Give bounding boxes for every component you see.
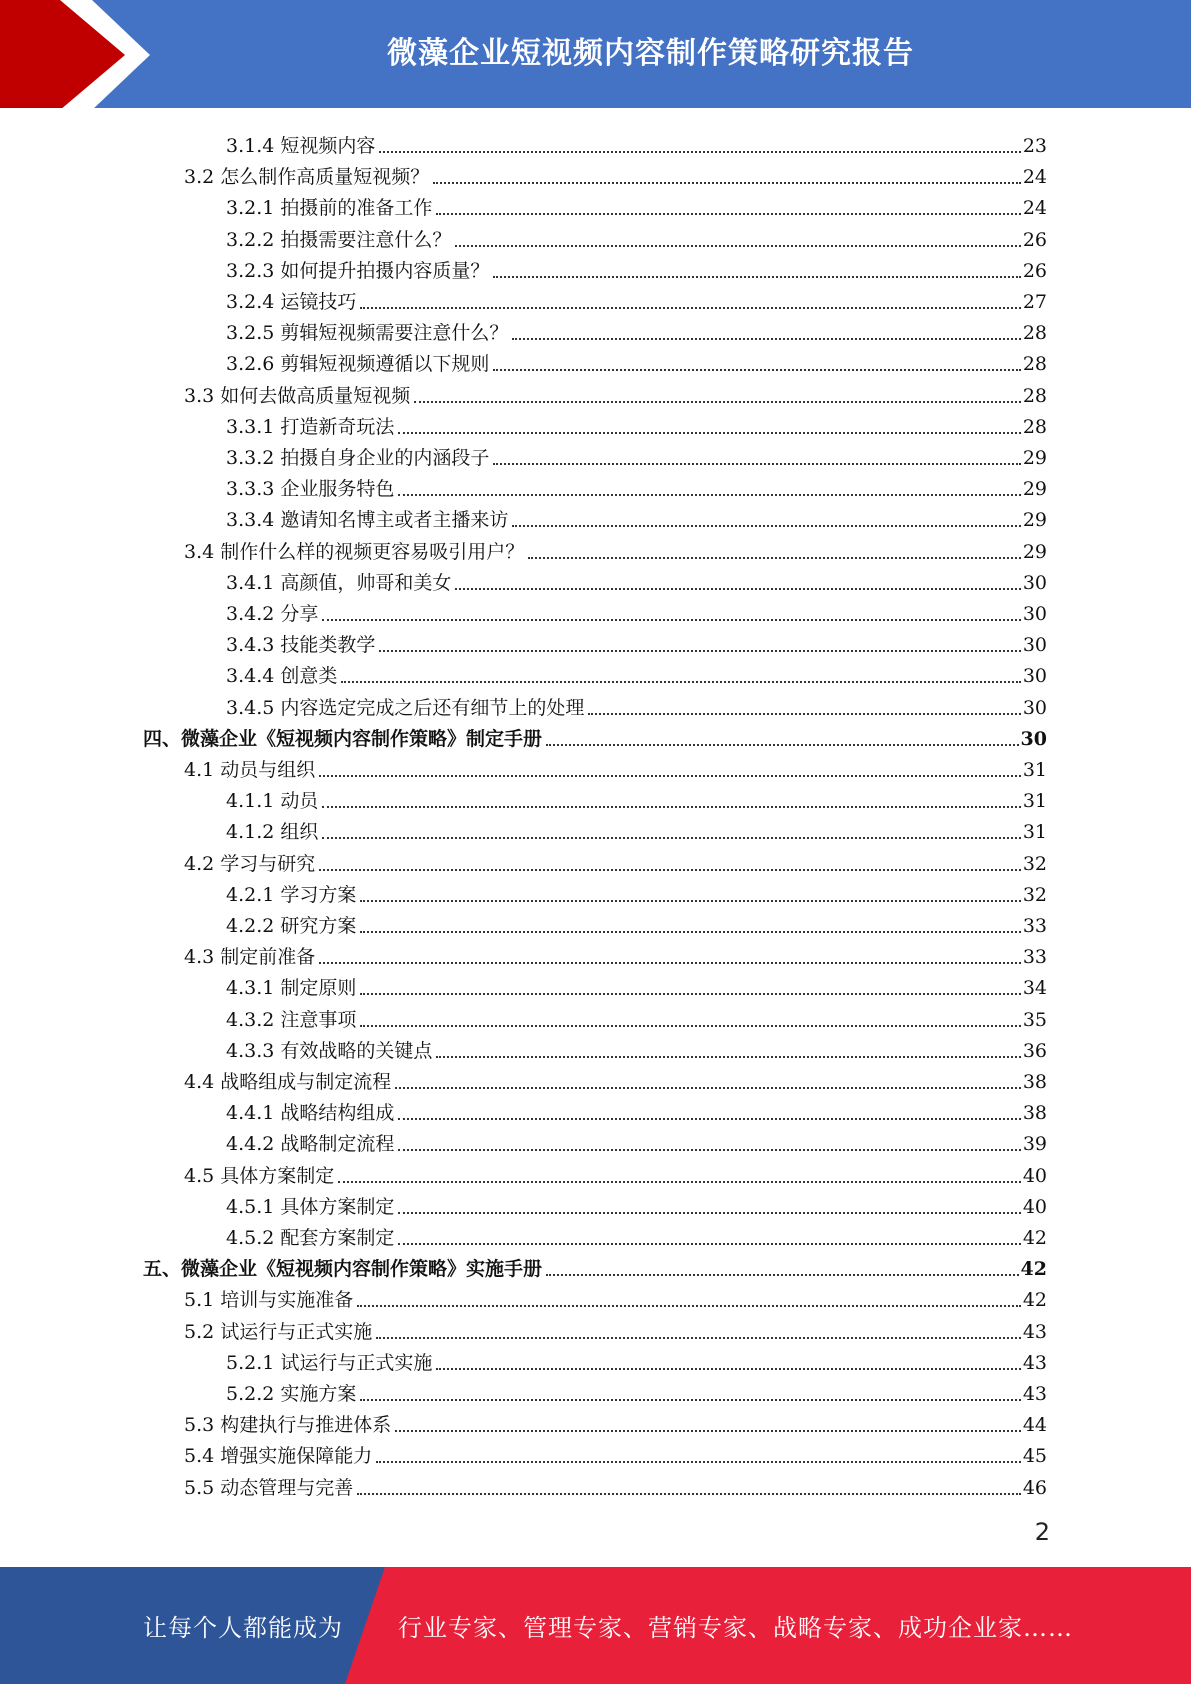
toc-entry-label: 4.2.1 学习方案	[226, 883, 357, 906]
toc-entry-label: 3.2.2 拍摄需要注意什么？	[226, 228, 452, 251]
toc-dot-leader	[493, 368, 1020, 371]
toc-entry-label: 五、微藻企业《短视频内容制作策略》实施手册	[143, 1258, 543, 1281]
toc-dot-leader	[436, 1055, 1020, 1058]
toc-entry-label: 3.3.3 企业服务特色	[226, 478, 395, 501]
toc-entry-label: 3.2 怎么制作高质量短视频？	[184, 166, 430, 189]
toc-dot-leader	[379, 649, 1020, 652]
toc-entry-page: 28	[1022, 322, 1047, 345]
toc-entry[interactable]	[184, 1157, 1047, 1188]
toc-entry[interactable]	[226, 689, 1047, 720]
toc-dot-leader	[360, 306, 1020, 309]
toc-dot-leader	[398, 1148, 1020, 1151]
toc-entry-page: 30	[1022, 696, 1047, 719]
toc-entry-page: 33	[1022, 915, 1047, 937]
toc-dot-leader	[338, 1180, 1021, 1183]
toc-dot-leader	[436, 212, 1020, 215]
toc-entry-page: 23	[1022, 135, 1047, 157]
toc-entry-label: 3.4.3 技能类教学	[226, 634, 376, 657]
toc-entry-page: 35	[1022, 1008, 1047, 1031]
toc-entry[interactable]	[226, 439, 1047, 470]
toc-entry-page: 24	[1022, 166, 1047, 189]
toc-entry-label: 4.2.2 研究方案	[226, 915, 357, 937]
toc-dot-leader	[319, 868, 1021, 871]
toc-entry-label: 3.3 如何去做高质量短视频	[184, 384, 411, 407]
toc-entry-page: 30	[1022, 634, 1047, 657]
toc-entry-page: 29	[1022, 478, 1047, 501]
toc-entry-page: 38	[1022, 1071, 1047, 1093]
toc-entry-label: 3.4.5 内容选定完成之后还有细节上的处理	[226, 696, 585, 719]
toc-entry-label: 4.3.2 注意事项	[226, 1008, 357, 1031]
toc-entry-label: 3.4.2 分享	[226, 603, 319, 625]
toc-entry-page: 32	[1022, 883, 1047, 906]
toc-dot-leader	[398, 431, 1020, 434]
toc-entry-label: 4.4 战略组成与制定流程	[184, 1071, 392, 1093]
toc-entry-page: 44	[1022, 1414, 1047, 1437]
toc-entry-label: 3.2.1 拍摄前的准备工作	[226, 197, 433, 220]
toc-dot-leader	[436, 1367, 1020, 1370]
toc-entry-label: 4.4.1 战略结构组成	[226, 1102, 395, 1125]
toc-entry[interactable]	[226, 1094, 1047, 1125]
toc-entry-page: 43	[1022, 1351, 1047, 1374]
toc-entry-label: 5.5 动态管理与完善	[184, 1476, 354, 1499]
toc-entry[interactable]	[226, 470, 1047, 501]
toc-entry[interactable]	[143, 1250, 1047, 1281]
toc-dot-leader	[360, 1024, 1020, 1027]
toc-dot-leader	[360, 930, 1020, 933]
toc-dot-leader	[360, 992, 1020, 995]
toc-entry-page: 29	[1022, 540, 1047, 563]
toc-entry[interactable]	[184, 1469, 1047, 1500]
toc-entry[interactable]	[184, 1437, 1047, 1468]
toc-entry-label: 3.2.5 剪辑短视频需要注意什么？	[226, 322, 509, 345]
toc-entry[interactable]	[184, 1063, 1047, 1094]
toc-dot-leader	[322, 618, 1020, 621]
toc-dot-leader	[322, 836, 1020, 839]
toc-entry-label: 3.2.6 剪辑短视频遵循以下规则	[226, 353, 490, 376]
toc-dot-leader	[322, 805, 1020, 808]
toc-entry[interactable]	[226, 782, 1047, 813]
toc-entry-label: 4.3 制定前准备	[184, 946, 316, 969]
toc-dot-leader	[455, 244, 1020, 247]
toc-dot-leader	[528, 556, 1021, 559]
toc-dot-leader	[512, 524, 1020, 527]
toc-entry-label: 四、微藻企业《短视频内容制作策略》制定手册	[143, 727, 543, 750]
toc-entry-page: 29	[1022, 509, 1047, 532]
toc-entry-page: 30	[1022, 603, 1047, 625]
toc-entry-label: 5.4 增强实施保障能力	[184, 1445, 373, 1468]
toc-dot-leader	[398, 1211, 1020, 1214]
toc-dot-leader	[357, 1492, 1021, 1495]
toc-entry[interactable]	[226, 876, 1047, 907]
toc-entry[interactable]	[226, 1344, 1047, 1375]
toc-entry-label: 3.2.4 运镜技巧	[226, 291, 357, 313]
toc-entry[interactable]	[226, 189, 1047, 220]
toc-entry-label: 4.4.2 战略制定流程	[226, 1133, 395, 1156]
toc-entry[interactable]	[226, 314, 1047, 345]
toc-entry-label: 4.3.3 有效战略的关键点	[226, 1039, 433, 1062]
toc-entry-page: 30	[1020, 727, 1047, 750]
toc-entry-page: 26	[1022, 259, 1047, 282]
toc-entry[interactable]	[226, 127, 1047, 158]
toc-entry-page: 45	[1022, 1445, 1047, 1468]
toc-dot-leader	[357, 1304, 1021, 1307]
toc-entry-label: 5.2.1 试运行与正式实施	[226, 1351, 433, 1374]
toc-dot-leader	[376, 1336, 1021, 1339]
toc-entry[interactable]	[226, 501, 1047, 532]
toc-entry-label: 3.1.4 短视频内容	[226, 135, 376, 157]
toc-entry-label: 3.2.3 如何提升拍摄内容质量？	[226, 259, 490, 282]
toc-dot-leader	[455, 587, 1020, 590]
toc-entry[interactable]	[226, 1375, 1047, 1406]
toc-entry[interactable]	[226, 1219, 1047, 1250]
toc-dot-leader	[398, 493, 1020, 496]
toc-dot-leader	[512, 337, 1020, 340]
toc-entry-page: 42	[1020, 1258, 1047, 1281]
toc-entry-label: 5.3 构建执行与推进体系	[184, 1414, 392, 1437]
toc-entry-label: 5.1 培训与实施准备	[184, 1289, 354, 1312]
toc-entry-page: 28	[1022, 415, 1047, 438]
toc-entry[interactable]	[226, 252, 1047, 283]
toc-entry-page: 30	[1022, 571, 1047, 594]
toc-dot-leader	[319, 774, 1021, 777]
toc-entry[interactable]	[226, 1032, 1047, 1063]
toc-entry[interactable]	[226, 345, 1047, 376]
toc-entry-page: 31	[1022, 759, 1047, 781]
toc-entry[interactable]	[184, 1406, 1047, 1437]
toc-entry-page: 26	[1022, 228, 1047, 251]
toc-dot-leader	[395, 1429, 1021, 1432]
toc-entry-page: 46	[1022, 1476, 1047, 1499]
toc-entry[interactable]	[226, 564, 1047, 595]
toc-entry-page: 27	[1022, 291, 1047, 313]
header-title: 微藻企业短视频内容制作策略研究报告	[387, 36, 914, 71]
toc-dot-leader	[546, 743, 1019, 746]
page-footer	[0, 1567, 1191, 1684]
toc-entry[interactable]	[226, 657, 1047, 688]
toc-entry-page: 31	[1022, 790, 1047, 813]
page-number: 2	[1034, 1518, 1050, 1546]
toc-entry-label: 3.4 制作什么样的视频更容易吸引用户？	[184, 540, 525, 563]
toc-entry-label: 4.5.1 具体方案制定	[226, 1195, 395, 1218]
toc-dot-leader	[493, 462, 1020, 465]
toc-entry-label: 5.2.2 实施方案	[226, 1383, 357, 1405]
footer-slogan-right: 行业专家、管理专家、营销专家、战略专家、成功企业家……	[398, 1614, 1073, 1642]
toc-entry-page: 29	[1022, 447, 1047, 469]
toc-entry[interactable]	[226, 813, 1047, 844]
toc-dot-leader	[588, 712, 1020, 715]
toc-dot-leader	[395, 1086, 1021, 1089]
toc-entry-page: 40	[1022, 1195, 1047, 1218]
toc-entry[interactable]	[184, 845, 1047, 876]
toc-entry-label: 4.3.1 制定原则	[226, 977, 357, 1000]
toc-dot-leader	[398, 1117, 1020, 1120]
toc-entry[interactable]	[226, 408, 1047, 439]
toc-entry[interactable]	[226, 1125, 1047, 1156]
toc-entry-page: 40	[1022, 1164, 1047, 1187]
toc-entry[interactable]	[226, 1001, 1047, 1032]
toc-entry-page: 39	[1022, 1133, 1047, 1156]
toc-entry[interactable]	[184, 158, 1047, 189]
toc-entry-label: 3.4.4 创意类	[226, 665, 338, 688]
toc-entry[interactable]	[184, 377, 1047, 408]
toc-entry-page: 30	[1022, 665, 1047, 688]
toc-entry-label: 4.2 学习与研究	[184, 852, 316, 875]
page-header	[0, 0, 1191, 110]
toc-entry[interactable]	[184, 751, 1047, 782]
toc-entry-page: 24	[1022, 197, 1047, 220]
toc-entry-page: 33	[1022, 946, 1047, 969]
toc-dot-leader	[433, 181, 1021, 184]
toc-entry[interactable]	[226, 1188, 1047, 1219]
toc-entry-label: 4.1 动员与组织	[184, 759, 316, 781]
toc-entry[interactable]	[226, 907, 1047, 938]
toc-entry-page: 31	[1022, 821, 1047, 844]
toc-dot-leader	[360, 1398, 1020, 1401]
toc-dot-leader	[341, 680, 1020, 683]
toc-dot-leader	[546, 1273, 1019, 1276]
toc-dot-leader	[379, 150, 1020, 153]
toc-dot-leader	[493, 275, 1020, 278]
toc-dot-leader	[376, 1460, 1021, 1463]
toc-entry[interactable]	[226, 595, 1047, 626]
toc-entry-page: 42	[1022, 1227, 1047, 1249]
toc-entry-page: 43	[1022, 1383, 1047, 1405]
toc-entry-label: 4.5.2 配套方案制定	[226, 1227, 395, 1249]
toc-entry[interactable]	[184, 1281, 1047, 1312]
toc-entry[interactable]	[226, 221, 1047, 252]
toc-entry-page: 32	[1022, 852, 1047, 875]
toc-entry[interactable]	[184, 1313, 1047, 1344]
toc-entry-page: 43	[1022, 1320, 1047, 1343]
toc-entry-label: 5.2 试运行与正式实施	[184, 1320, 373, 1343]
toc-dot-leader	[319, 961, 1021, 964]
toc-dot-leader	[360, 899, 1020, 902]
toc-entry-label: 3.3.1 打造新奇玩法	[226, 415, 395, 438]
toc-entry-page: 28	[1022, 384, 1047, 407]
toc-entry[interactable]	[184, 938, 1047, 969]
toc-entry-label: 3.3.2 拍摄自身企业的内涵段子	[226, 447, 490, 469]
toc-entry-label: 4.1.1 动员	[226, 790, 319, 813]
toc-entry-label: 4.1.2 组织	[226, 821, 319, 844]
toc-entry-page: 36	[1022, 1039, 1047, 1062]
toc-dot-leader	[414, 400, 1021, 403]
toc-entry-page: 34	[1022, 977, 1047, 1000]
toc-entry-page: 38	[1022, 1102, 1047, 1125]
toc-entry[interactable]	[184, 533, 1047, 564]
toc-entry[interactable]	[226, 969, 1047, 1000]
toc-entry-page: 42	[1022, 1289, 1047, 1312]
toc-entry-label: 4.5 具体方案制定	[184, 1164, 335, 1187]
toc-dot-leader	[398, 1242, 1020, 1245]
toc-entry-label: 3.3.4 邀请知名博主或者主播来访	[226, 509, 509, 532]
toc-entry[interactable]	[143, 720, 1047, 751]
toc-entry[interactable]	[226, 283, 1047, 314]
toc-entry[interactable]	[226, 626, 1047, 657]
footer-slogan-left: 让每个人都能成为	[143, 1614, 343, 1642]
toc-entry-page: 28	[1022, 353, 1047, 376]
toc-entry-label: 3.4.1 高颜值，帅哥和美女	[226, 571, 452, 594]
